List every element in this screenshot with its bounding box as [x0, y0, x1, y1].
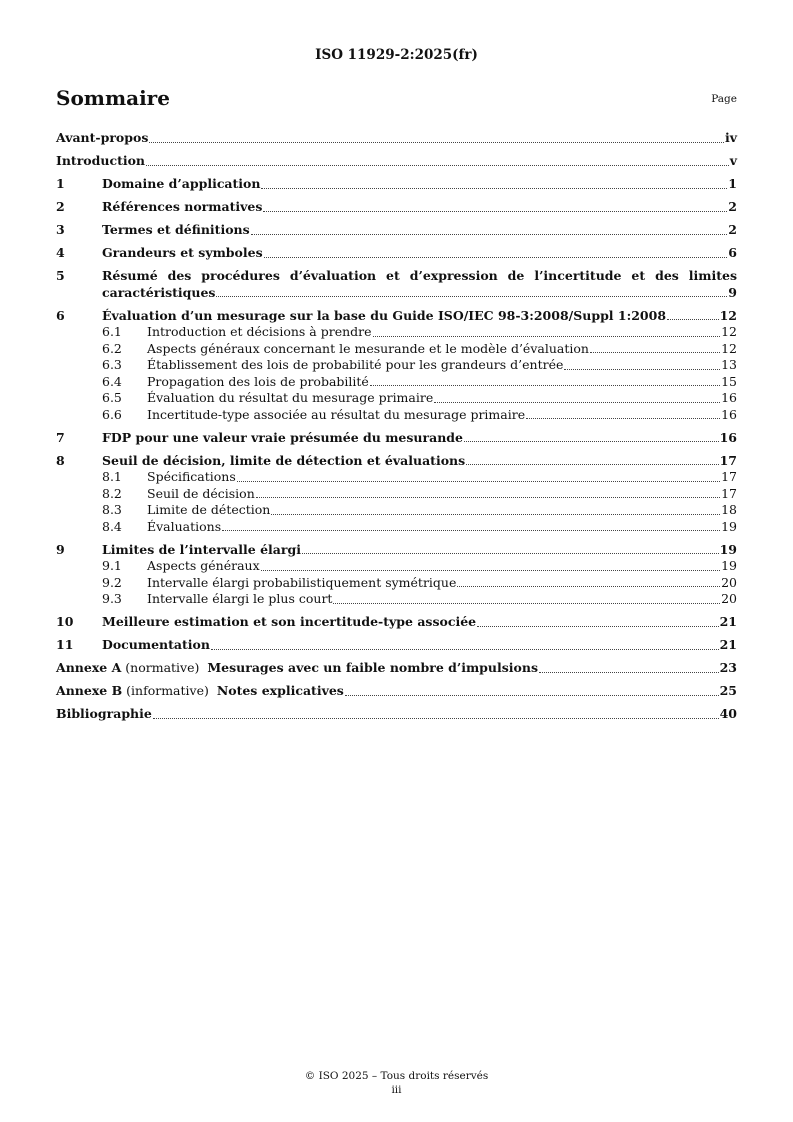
toc-page: 2 [728, 222, 737, 237]
page-footer [0, 1069, 793, 1097]
toc-label: Grandeurs et symboles [102, 245, 263, 260]
leader-dots [271, 514, 720, 515]
toc-entry-6-6[interactable] [56, 407, 737, 424]
leader-dots [539, 672, 719, 673]
toc-label: Seuil de décision, limite de détection et évaluations [102, 452, 466, 468]
toc-entry-introduction[interactable] [56, 153, 737, 170]
toc-page: 17 [721, 485, 737, 501]
leader-dots [590, 352, 720, 353]
toc-page: 12 [721, 324, 737, 339]
toc-page: 16 [721, 390, 737, 405]
page-number: iii [391, 1084, 402, 1096]
toc-entry-8-2[interactable] [56, 486, 737, 503]
toc-page: 16 [721, 406, 737, 422]
toc-label: Notes explicatives [216, 683, 344, 698]
toc-number: 6.4 [102, 373, 122, 389]
toc-label: Avant-propos [56, 130, 149, 145]
leader-dots [222, 530, 720, 531]
toc-page: 20 [721, 591, 737, 606]
table-of-contents [56, 130, 737, 723]
toc-label: Introduction [56, 153, 146, 168]
leader-dots [153, 718, 719, 719]
toc-entry-5[interactable] [56, 268, 737, 301]
leader-dots [256, 497, 720, 498]
leader-dots [477, 626, 718, 627]
toc-label: Références normatives [102, 199, 263, 214]
leader-dots [373, 336, 721, 337]
toc-number: 2 [56, 199, 65, 214]
toc-label-line2: caractéristiques [102, 284, 216, 300]
toc-entry-8-1[interactable] [56, 469, 737, 486]
toc-page: 6 [728, 245, 737, 260]
toc-entry-3[interactable] [56, 222, 737, 239]
toc-entry-8-4[interactable] [56, 519, 737, 536]
toc-page: 40 [719, 706, 737, 721]
toc-label: FDP pour une valeur vraie présumée du mesurande [102, 429, 463, 445]
leader-dots [261, 188, 727, 189]
toc-entry-6[interactable] [56, 308, 737, 325]
toc-number: 6 [56, 307, 65, 323]
toc-label: Établissement des lois de probabilité pour les grandeurs d’entrée [147, 357, 564, 372]
toc-page: 13 [721, 357, 737, 372]
toc-page: 20 [721, 574, 737, 590]
leader-dots [261, 570, 720, 571]
leader-dots [345, 695, 719, 696]
leader-dots [264, 257, 728, 258]
toc-number: 4 [56, 245, 65, 260]
annex-kind: (informative) [126, 683, 209, 698]
leader-dots [263, 211, 727, 212]
leader-dots [149, 142, 724, 143]
toc-entry-2[interactable] [56, 199, 737, 216]
toc-page: 12 [721, 340, 737, 356]
leader-dots [667, 319, 719, 320]
toc-entry-6-4[interactable] [56, 374, 737, 391]
toc-label: Propagation des lois de probabilité [147, 373, 369, 389]
toc-page: 18 [721, 502, 737, 517]
toc-entry-6-2[interactable] [56, 341, 737, 358]
leader-dots [526, 418, 720, 419]
toc-page: 1 [728, 176, 737, 191]
leader-dots [434, 402, 720, 403]
toc-label: Spécifications [147, 469, 236, 484]
toc-number: 9 [56, 541, 65, 557]
leader-dots [564, 369, 720, 370]
toc-label: Mesurages avec un faible nombre d’impulsions [207, 660, 539, 675]
toc-page: 16 [719, 429, 737, 445]
leader-dots [237, 481, 720, 482]
toc-number: 6.1 [102, 324, 122, 339]
toc-label: Meilleure estimation et son incertitude-type associée [102, 614, 477, 629]
toc-number: 11 [56, 637, 74, 652]
toc-page: 15 [721, 373, 737, 389]
toc-page: 12 [719, 307, 737, 323]
toc-number: 8.2 [102, 485, 122, 501]
toc-entry-6-3[interactable] [56, 357, 737, 374]
leader-dots [333, 603, 720, 604]
toc-entry-bibliographie[interactable] [56, 706, 737, 723]
leader-dots [457, 586, 720, 587]
toc-entry-annex-a[interactable] [56, 660, 737, 677]
toc-label: Domaine d’application [102, 176, 261, 191]
leader-dots [251, 234, 728, 235]
toc-page: v [729, 153, 737, 168]
toc-page: 17 [719, 452, 737, 468]
toc-number: 6.5 [102, 390, 122, 405]
toc-label-line1: Résumé des procédures d’évaluation et d’expression de l’incertitude et des limites [102, 268, 737, 283]
toc-entry-6-5[interactable] [56, 390, 737, 407]
toc-entry-8[interactable] [56, 453, 737, 470]
toc-number: 8.3 [102, 502, 122, 517]
toc-number: 10 [56, 614, 74, 629]
toc-number: 8 [56, 452, 65, 468]
toc-entry-9-1[interactable] [56, 558, 737, 575]
toc-label: Termes et définitions [102, 222, 250, 237]
toc-number: 6.2 [102, 340, 122, 356]
toc-label: Bibliographie [56, 706, 152, 721]
toc-number: 9.3 [102, 591, 122, 606]
toc-entry-avant-propos[interactable] [56, 130, 737, 147]
toc-number: 8.1 [102, 469, 122, 484]
toc-entry-9-3[interactable] [56, 591, 737, 608]
leader-dots [146, 165, 729, 166]
leader-dots [302, 553, 719, 554]
page-column-label: Page [711, 93, 737, 105]
toc-entry-7[interactable] [56, 430, 737, 447]
leader-dots [216, 296, 727, 297]
toc-label: Aspects généraux [147, 558, 260, 573]
toc-number: 8.4 [102, 518, 122, 534]
toc-label: Incertitude-type associée au résultat du mesurage primaire [147, 406, 526, 422]
annex-prefix: Annexe A [56, 660, 122, 675]
toc-page: 21 [719, 614, 737, 629]
toc-number: 1 [56, 176, 65, 191]
toc-page: 21 [719, 637, 737, 652]
toc-label: Intervalle élargi probabilistiquement symétrique [147, 574, 457, 590]
toc-number: 3 [56, 222, 65, 237]
toc-page: 17 [721, 469, 737, 484]
leader-dots [370, 385, 720, 386]
toc-entry-9-2[interactable] [56, 575, 737, 592]
toc-number: 9.2 [102, 574, 122, 590]
toc-entry-1[interactable] [56, 176, 737, 193]
toc-label: Évaluation d’un mesurage sur la base du Guide ISO/IEC 98-3:2008/Suppl 1:2008 [102, 307, 667, 323]
toc-label: Limite de détection [147, 502, 271, 517]
toc-entry-10[interactable] [56, 614, 737, 631]
toc-page: 19 [721, 518, 737, 534]
leader-dots [464, 441, 719, 442]
toc-number: 6.6 [102, 406, 122, 422]
toc-label: Documentation [102, 637, 210, 652]
toc-number: 9.1 [102, 558, 122, 573]
annex-prefix: Annexe B [56, 683, 123, 698]
annex-kind: (normative) [125, 660, 200, 675]
toc-entry-11[interactable] [56, 637, 737, 654]
toc-label: Évaluation du résultat du mesurage primaire [147, 390, 434, 405]
toc-page: 9 [728, 284, 737, 300]
toc-label: Introduction et décisions à prendre [147, 324, 372, 339]
toc-page: 19 [719, 541, 737, 557]
toc-entry-4[interactable] [56, 245, 737, 262]
document-id: ISO 11929-2:2025(fr) [315, 47, 478, 63]
toc-label: Intervalle élargi le plus court [147, 591, 333, 606]
toc-label: Évaluations [147, 518, 222, 534]
copyright-notice: © ISO 2025 – Tous droits réservés [304, 1070, 489, 1082]
toc-entry-annex-b[interactable] [56, 683, 737, 700]
toc-entry-6-1[interactable] [56, 324, 737, 341]
toc-entry-8-3[interactable] [56, 502, 737, 519]
toc-entry-9[interactable] [56, 542, 737, 559]
toc-label: Seuil de décision [147, 485, 255, 501]
leader-dots [466, 464, 718, 465]
toc-label: Aspects généraux concernant le mesurande et le modèle d’évaluation [147, 340, 589, 356]
leader-dots [211, 649, 719, 650]
toc-label: Limites de l’intervalle élargi [102, 541, 301, 557]
toc-number: 6.3 [102, 357, 122, 372]
toc-number: 5 [56, 268, 65, 283]
toc-page: 19 [721, 558, 737, 573]
toc-page: iv [724, 130, 737, 145]
toc-page: 23 [719, 660, 737, 675]
toc-page: 25 [719, 683, 737, 698]
toc-number: 7 [56, 429, 65, 445]
page-title: Sommaire [56, 86, 170, 110]
toc-page: 2 [728, 199, 737, 214]
